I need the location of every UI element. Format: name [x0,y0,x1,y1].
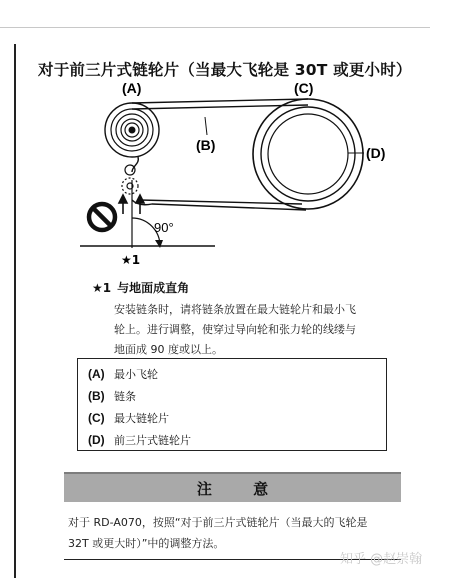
caution-line: 对于 RD-A070，按照“对于前三片式链轮片（当最大的飞轮是 [68,516,368,529]
drivetrain-diagram [80,80,400,270]
note-line: 地面成 90 度或以上。 [114,343,223,356]
legend-key: (A) [88,367,105,381]
legend-text: 最大链轮片 [114,412,169,425]
note-block [92,279,392,360]
legend-text: 前三片式链轮片 [114,434,191,447]
note-heading [92,279,392,296]
angle-arrow [155,240,163,248]
section-title: 对于前三片式链轮片（当最大飞轮是 30T 或更小时） [38,61,412,79]
angle-label: 90° [154,220,174,235]
caution-line: 32T 或更大时）”中的调整方法。 [68,537,225,550]
note-body [114,300,392,360]
label-c: (C) [294,80,314,96]
small-sprocket [105,103,159,157]
legend-row [88,407,386,429]
legend-key: (C) [88,411,105,425]
legend-row [88,429,386,451]
label-d: (D) [366,145,386,161]
legend-row [88,385,386,407]
label-a: (A) [122,80,142,96]
note-star: ★1 [92,281,112,295]
left-margin-rule [14,44,16,578]
star-label: ★1 [121,253,141,267]
legend-row [88,363,386,385]
legend-text: 最小飞轮 [114,368,158,381]
note-line: 轮上。进行调整，使穿过导向轮和张力轮的线缕与 [114,323,356,336]
label-b: (B) [196,137,216,153]
prohibited-icon [89,204,115,230]
derailleur-pulleys [122,165,138,194]
chainring [253,99,363,209]
legend-key: (D) [88,433,105,447]
legend-table [77,358,387,451]
note-heading-text: 与地面成直角 [117,281,190,295]
legend-text: 链条 [114,390,136,403]
leader-b [205,117,207,135]
note-line: 安装链条时，请将链条放置在最大链轮片和最小飞 [114,303,356,316]
legend-key: (B) [88,389,105,403]
caution-title: 注 意 [196,479,287,498]
caution-header [64,472,401,502]
top-divider [0,27,430,28]
watermark: 知乎 @赵崇翰 [340,552,423,567]
